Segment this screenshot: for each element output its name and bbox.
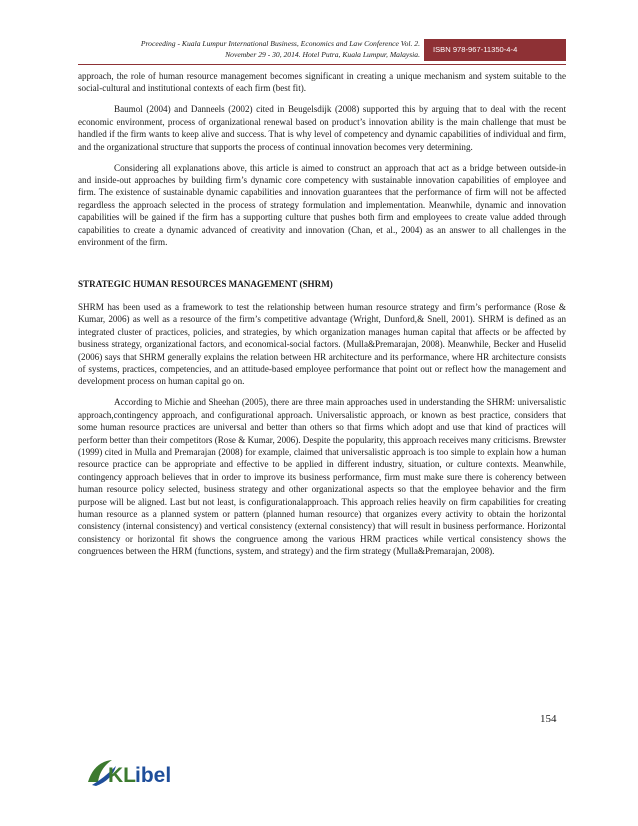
klibel-logo [82,752,182,792]
svg-text:ibel: ibel [135,764,172,787]
header-divider [78,64,566,65]
conference-line-2: November 29 - 30, 2014. Hotel Putra, Kuala Lumpur, Malaysia. [225,50,420,59]
conference-line-1: Proceeding - Kuala Lumpur International Business, Economics and Law Conference Vol. 2. [140,39,420,48]
page-body [78,70,566,566]
section-heading: STRATEGIC HUMAN RESOURCES MANAGEMENT (SHRM) [78,279,333,290]
paragraph: SHRM has been used as a framework to test the relationship between human resource strategy and firm’s performance (Rose & Kumar, 2006) as well as a resource of the firm’s competitive advantage (Wright, Dunford,& Snell, 2001). SHRM is defined as an integrated cluster of practices, policies, and strategies, by which organization manages human capital that affects or be affected by business strategy, organizational factors, and economical-social factors. (Mulla&Premarajan, 2008). Meanwhile, Becker and Huselid (2006) says that SHRM generally explains the relation between HR architecture and its performance, where HR architecture consists of systems, practices, competencies, and an attitude-based employee performance that point out or reflect how the management and development process on human capital go on. [78,301,566,387]
page-header [78,38,566,62]
svg-text:KL: KL [108,764,136,787]
paragraph: Considering all explanations above, this article is aimed to construct an approach that act as a bridge between outside-in and inside-out approaches by building firm’s dynamic core competency with sustainable innovation capabilities of employee and firm. The existence of sustainable dynamic capabilities and innovation guarantees that the performance of firm will not be affected regardless the approach selected in the process of strategy formulation and implementation. Meanwhile, dynamic and innovation capabilities will be gained if the firm has a supporting culture that pushes both firm and employees to create value added through capabilities to create a dynamic advanced of creativity and innovation (Chan, et al., 2004) as an answer to all challenges in the environment of the firm. [78,162,566,248]
isbn-badge: ISBN 978-967-11350-4-4 [424,39,566,61]
page-number: 154 [540,713,557,725]
paragraph: According to Michie and Sheehan (2005), there are three main approaches used in understanding the SHRM: universalistic approach,contingency approach, and configurational approach. Universalistic approach, or known as best practice, considers that some human resource practices are universal and better than others so that firms which adopt and use that kind of practices will perform better than their competitors (Rose & Kumar, 2006). Despite the popularity, this approach receives many criticisms. Brewster (1999) cited in Mulla and Premarajan (2008) for example, claimed that universalistic approach is too simple to explain how a human resource practice can be appropriate and effective to be applied in different industry, situation, or culture contexts. Meanwhile, contingency approach believes that in order to improve its business performance, firm must make sure there is coherency between human resource policy selected, business strategy and other organizational aspects so that the employee behavior and the firm purpose will be aligned. Last but not least, is configurationalapproach. This approach relies heavily on firm capabilities for creating human resource as a planned system or pattern (planned human resource) that organizes every activity to obtain the horizontal consistency (internal consistency) and vertical consistency (external consistency) that will result in business performance. Horizontal consistency or horizontal fit shows the congruence among the various HRM practices while vertical consistency shows the congruences between the HRM (functions, system, and strategy) and the firm strategy (Mulla&Premarajan, 2008). [78,397,566,557]
paragraph: approach, the role of human resource management becomes significant in creating a unique mechanism and system suitable to the social-cultural and institutional contexts of each firm (best fit). [78,71,566,94]
paragraph: Baumol (2004) and Danneels (2002) cited in Beugelsdijk (2008) supported this by arguing that to deal with the recent economic environment, process of organizational renewal based on product’s innovation ability is the main challenge that must be handled if the firm wants to keep alive and success. That is why level of competency and dynamic capabilities of individual and firm, and the organizational structure that supports the process of continual innovation becomes very determining. [78,104,566,152]
conference-info [78,38,420,60]
